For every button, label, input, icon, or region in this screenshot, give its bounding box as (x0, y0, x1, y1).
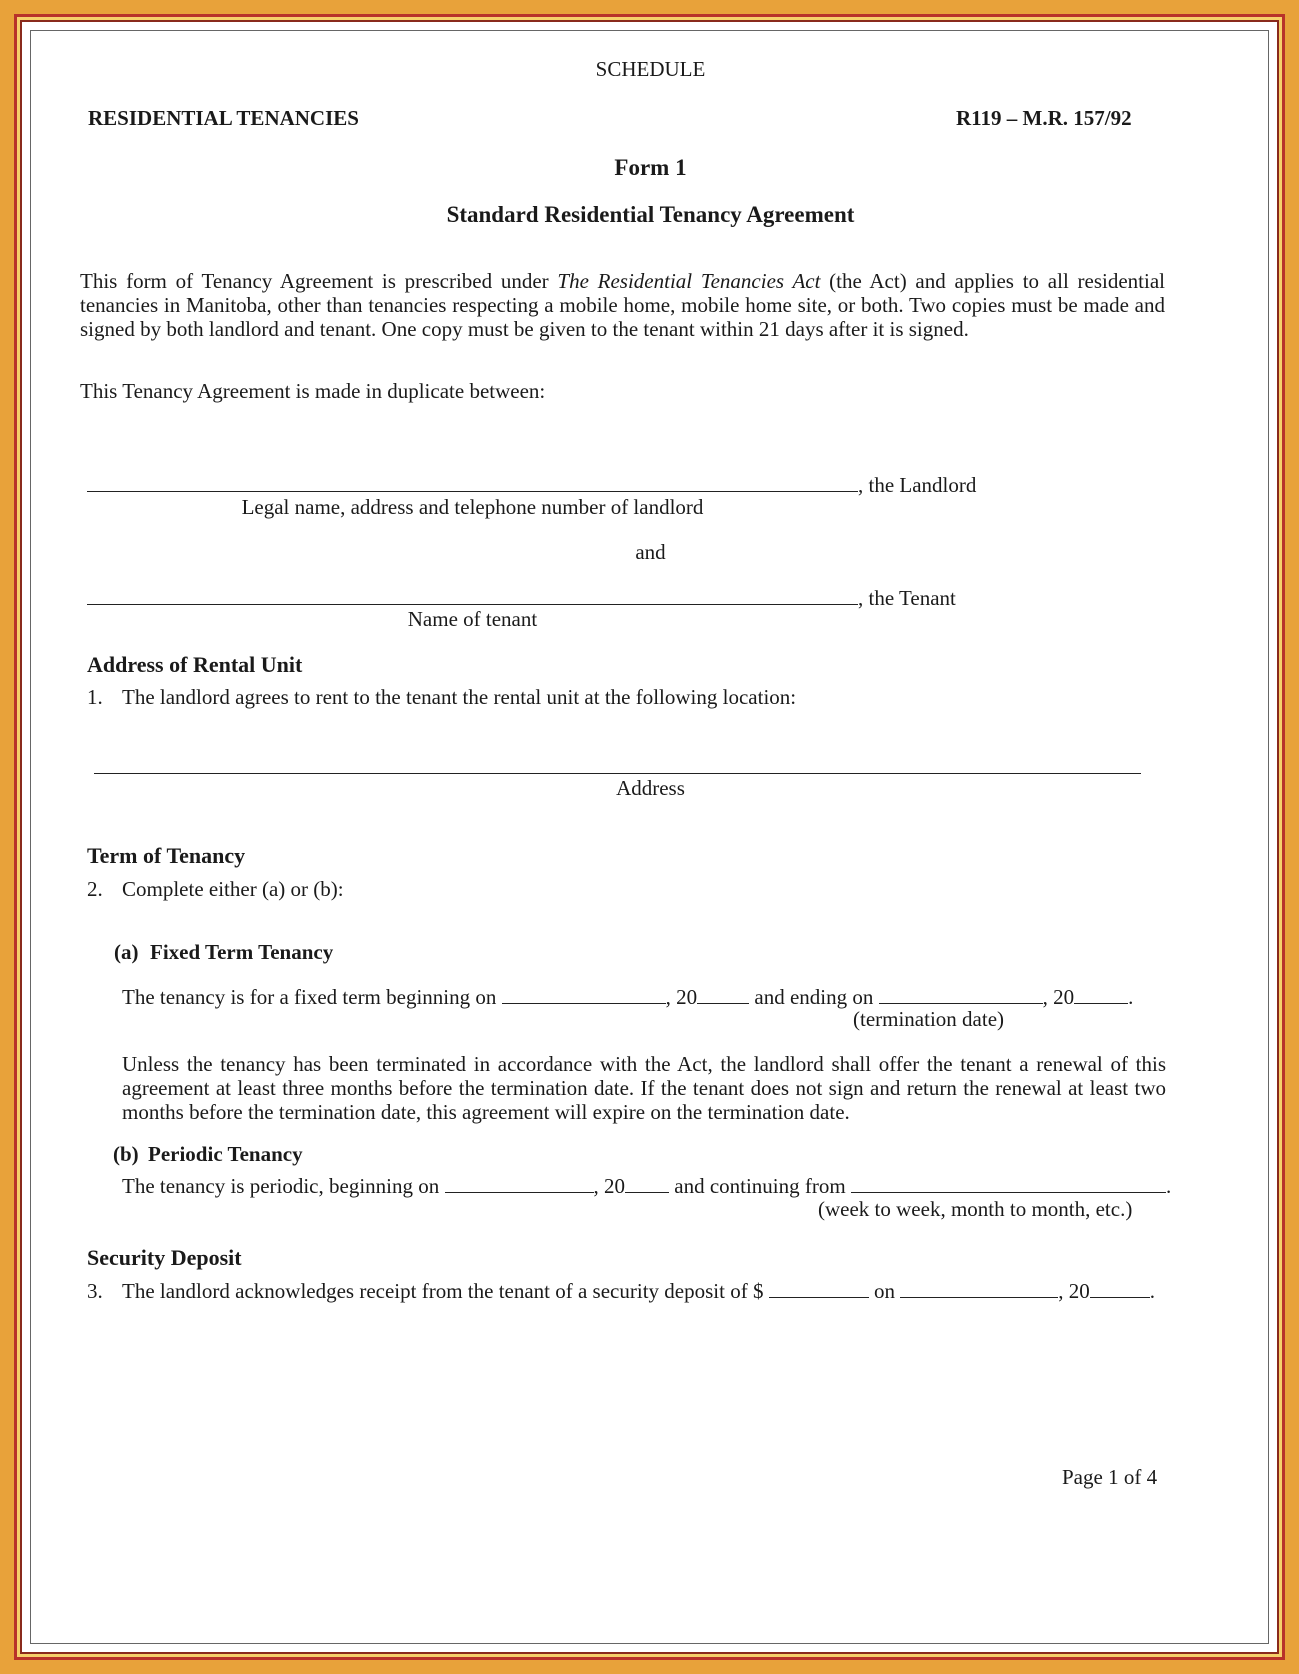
regulation-reference: R119 – M.R. 157/92 (956, 106, 1132, 130)
security-deposit-heading: Security Deposit (87, 1245, 242, 1270)
fixed-start-date-blank[interactable] (502, 985, 666, 1004)
option-a-label: (a) (114, 940, 139, 964)
fixed-start-year-blank[interactable] (697, 985, 749, 1004)
document-page (30, 30, 1269, 1644)
rental-unit-heading: Address of Rental Unit (87, 652, 303, 677)
tenant-label: , the Tenant (858, 586, 956, 610)
address-line[interactable] (94, 773, 1141, 774)
duplicate-statement: This Tenancy Agreement is made in duplicate between: (80, 379, 546, 403)
landlord-label: , the Landlord (858, 473, 977, 497)
clause-1-number: 1. (87, 685, 103, 709)
tenant-caption: Name of tenant (407, 607, 538, 631)
periodic-start-year-blank[interactable] (625, 1174, 669, 1193)
clause-2-number: 2. (87, 877, 103, 901)
fixed-end-date-blank[interactable] (879, 985, 1043, 1004)
and-connector: and (635, 540, 666, 564)
periodic-interval-blank[interactable] (851, 1174, 1166, 1193)
termination-date-caption: (termination date) (853, 1007, 1005, 1031)
schedule-label: SCHEDULE (595, 57, 706, 81)
clause-3-number: 3. (87, 1279, 103, 1303)
form-number: Form 1 (614, 155, 687, 180)
deposit-date-blank[interactable] (900, 1279, 1058, 1298)
residential-tenancies-title: RESIDENTIAL TENANCIES (88, 106, 359, 130)
deposit-year-blank[interactable] (1090, 1279, 1150, 1298)
fixed-term-title: Fixed Term Tenancy (150, 940, 334, 964)
term-heading: Term of Tenancy (87, 843, 246, 868)
clause-2-text: Complete either (a) or (b): (122, 877, 344, 901)
option-b-label: (b) (113, 1142, 139, 1166)
periodic-interval-caption: (week to week, month to month, etc.) (818, 1197, 1133, 1221)
landlord-caption: Legal name, address and telephone number of landlord (241, 495, 704, 519)
periodic-title: Periodic Tenancy (148, 1142, 303, 1166)
page-number: Page 1 of 4 (1062, 1465, 1158, 1489)
deposit-sentence: The landlord acknowledges receipt from the tenant of a security deposit of $ on , 20 . (122, 1279, 1155, 1303)
act-name: The Residential Tenancies Act (557, 269, 821, 293)
deposit-amount-blank[interactable] (769, 1279, 869, 1298)
landlord-signature-line[interactable] (87, 491, 858, 492)
tenant-name-line[interactable] (87, 604, 858, 605)
periodic-sentence: The tenancy is periodic, beginning on , 20 and continuing from . (122, 1174, 1172, 1198)
fixed-term-sentence: The tenancy is for a fixed term beginning on , 20 and ending on , 20 . (122, 985, 1134, 1009)
fixed-end-year-blank[interactable] (1074, 985, 1128, 1004)
form-title: Standard Residential Tenancy Agreement (446, 202, 855, 227)
clause-1-text: The landlord agrees to rent to the tenant the rental unit at the following location: (122, 685, 797, 709)
address-caption: Address (616, 776, 685, 800)
renewal-paragraph: Unless the tenancy has been terminated in accordance with the Act, the landlord shall offer the tenant a renewal of this agreement at least three months before the termination date. If the tenant does not sign and return the renewal at least two months before the termination date, this agreement will expire on the termination date. (122, 1052, 1166, 1124)
periodic-start-date-blank[interactable] (445, 1174, 594, 1193)
intro-paragraph: This form of Tenancy Agreement is prescribed under The Residential Tenancies Act (the Act) and applies to all residential tenancies in Manitoba, other than tenancies respecting a mobile home, mobile home site, or both. Two copies must be made and signed by both landlord and tenant. One copy must be given to the tenant within 21 days after it is signed. (80, 269, 1165, 341)
